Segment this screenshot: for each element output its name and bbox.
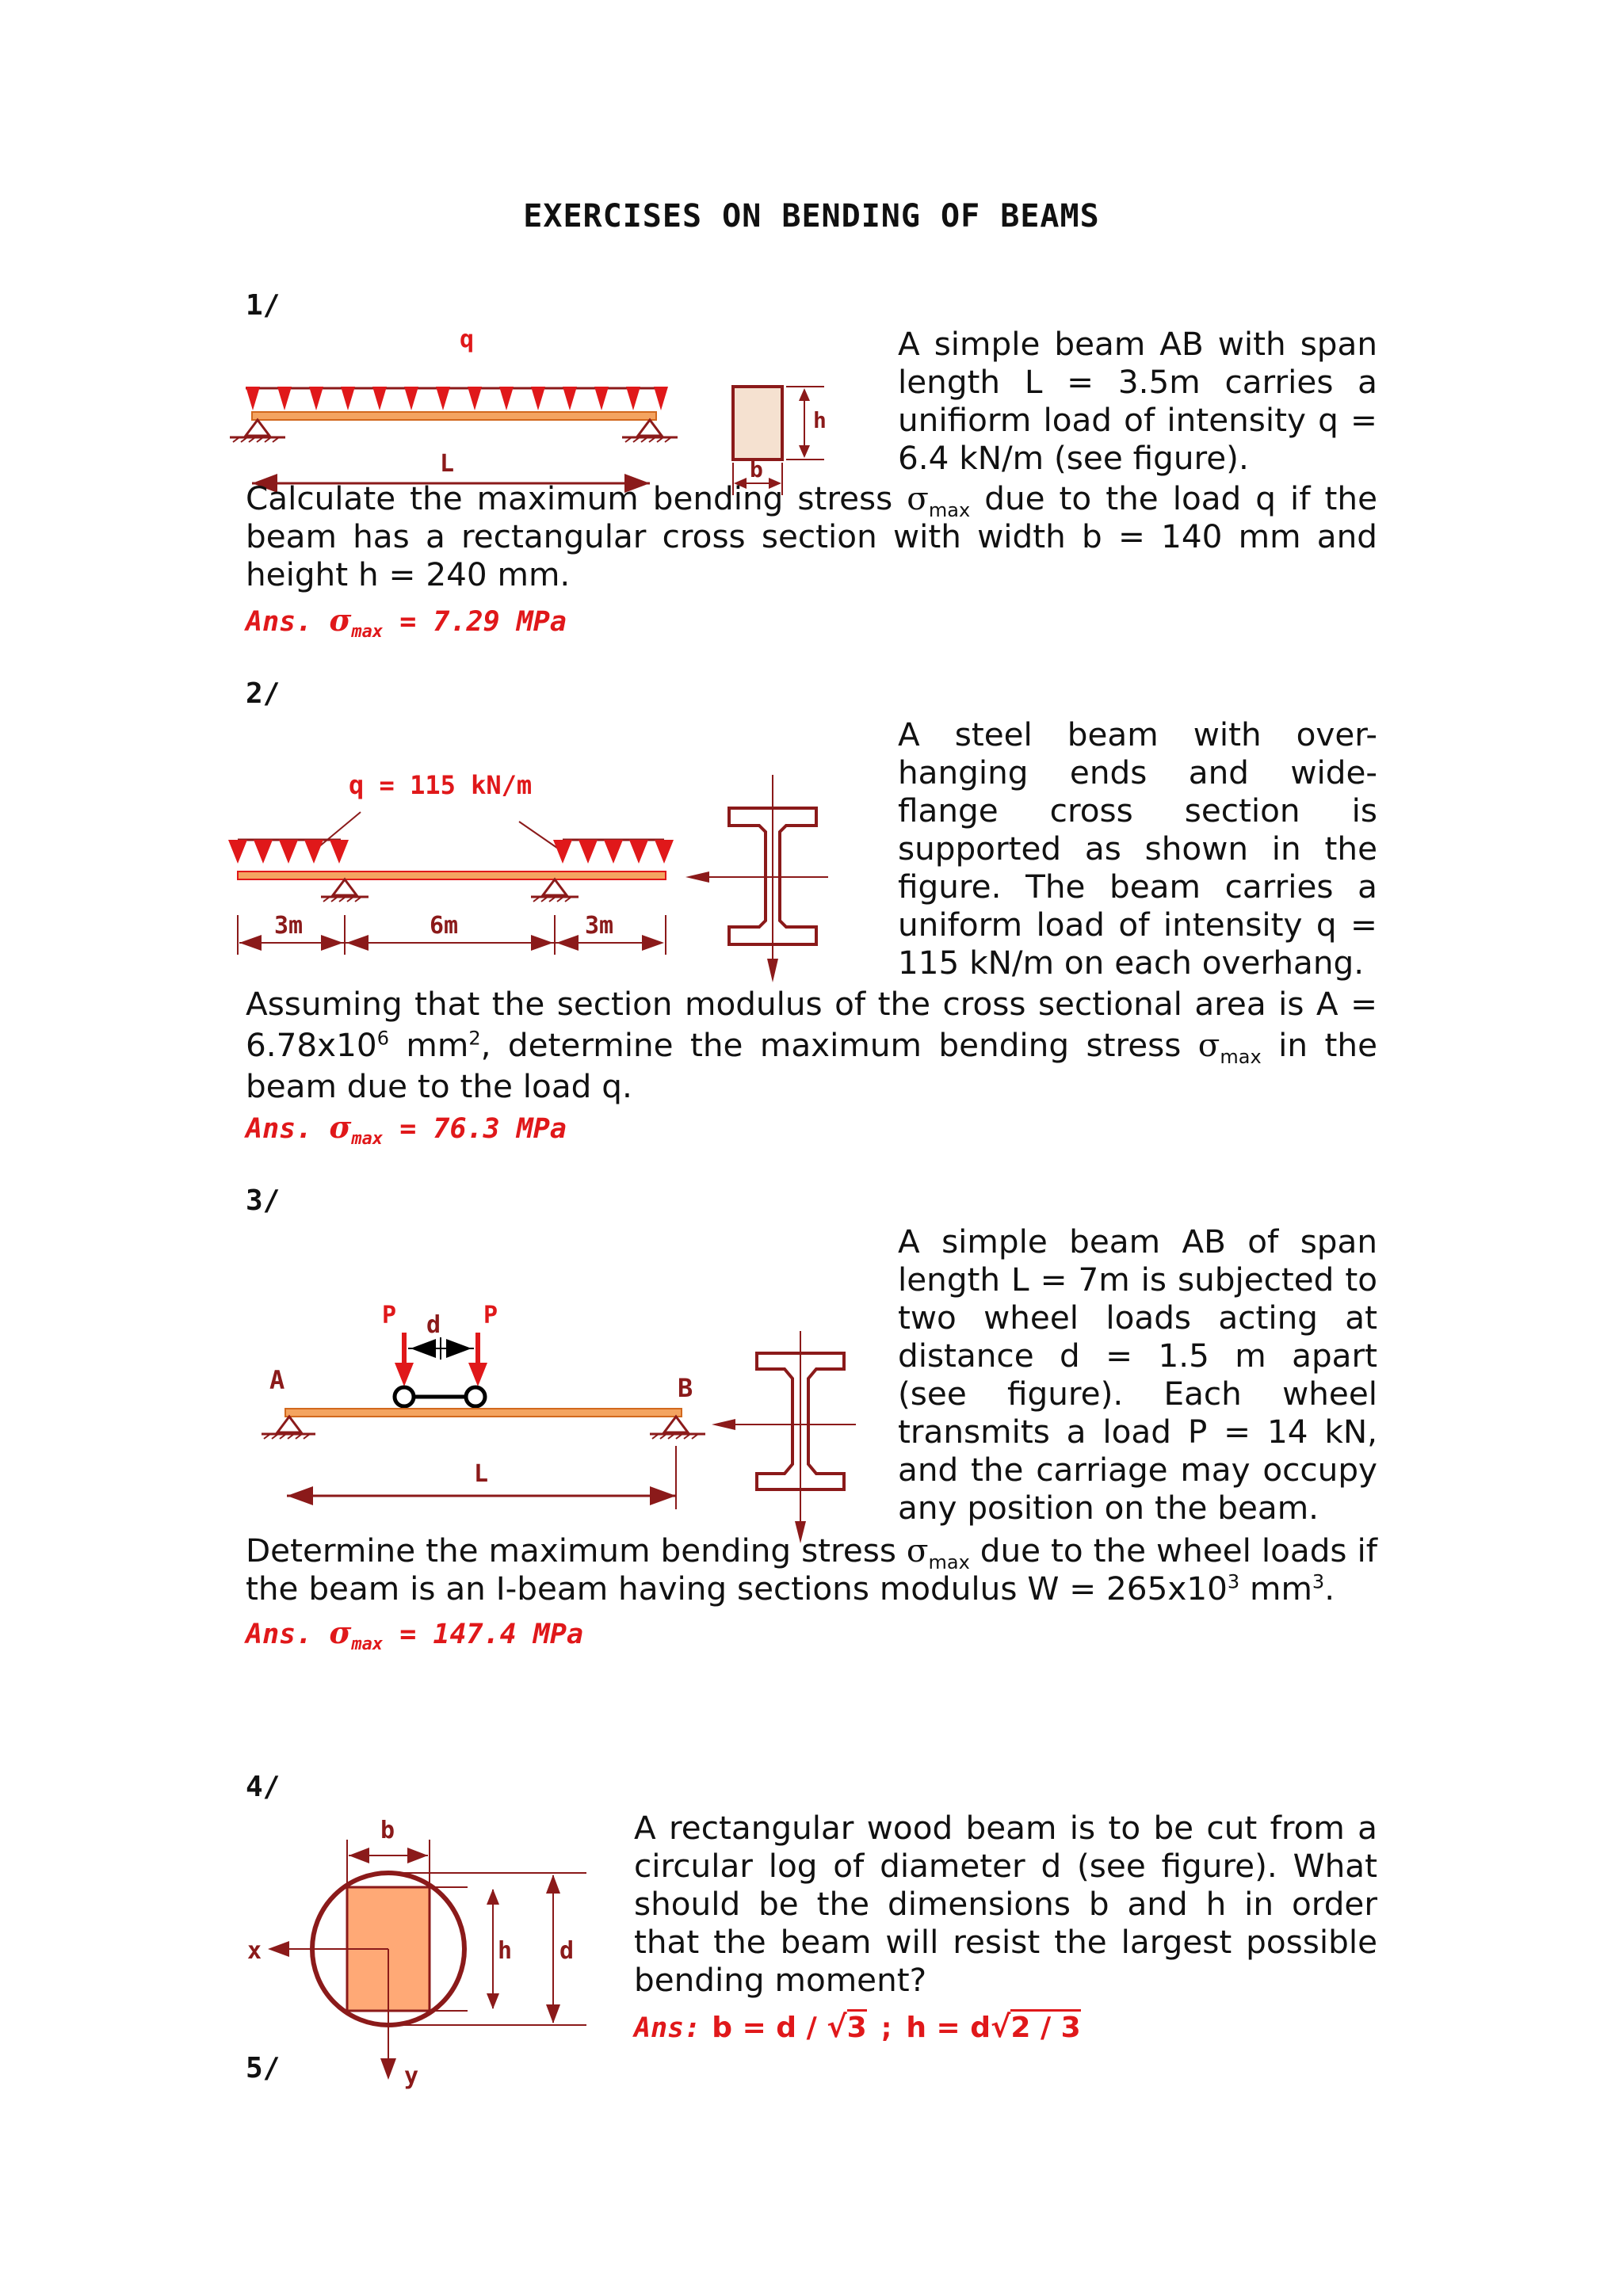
wheel-load-arrows [395, 1333, 487, 1386]
exercise-4-number: 4/ [246, 1771, 281, 1803]
exercise-3-text-full [246, 1531, 1377, 1608]
answer-h [906, 2009, 1080, 2044]
p1-label: P [382, 1302, 397, 1329]
text-line: and the carriage may occupy [898, 1451, 1377, 1489]
exercise-1-answer [246, 602, 567, 642]
text-span: due to the load q if the beam has a rectangular cross section with width b = 140 mm and height h = 240 mm. [246, 479, 1377, 593]
support-right [531, 879, 579, 902]
a-label: A [269, 1365, 285, 1395]
sigma-symbol: σ [329, 602, 352, 638]
d-label: d [426, 1311, 441, 1339]
text-line: transmits a load P = 14 kN, [898, 1413, 1377, 1451]
sigma-symbol: σ [906, 1531, 929, 1569]
text-line: Assuming that the section modulus of the cross sectional area is A = [246, 985, 1377, 1023]
text-line [246, 1569, 1377, 1608]
exercise-1-text-full [246, 479, 1377, 593]
d-label: d [559, 1937, 575, 1965]
dim-left-label: 3m [274, 912, 304, 940]
answer-value: = 147.4 MPa [399, 1619, 584, 1650]
h-label: h [498, 1937, 513, 1965]
exercise-2-figure [222, 753, 856, 982]
distributed-load-left [228, 840, 349, 864]
answer-prefix: Ans: [634, 2012, 701, 2044]
beam [238, 871, 666, 879]
sqrt-symbol: √ [991, 2009, 1011, 2044]
dim-right-label: 3m [585, 912, 614, 940]
text-line: 115 kN/m on each overhang. [898, 944, 1365, 982]
text-line: beam due to the load q. [246, 1067, 632, 1105]
answer-value: = 7.29 MPa [399, 606, 567, 638]
text-line: length L = 3.5m carries a [898, 363, 1377, 401]
sigma-symbol: σ [1197, 1026, 1220, 1064]
text-line: uniform load of intensity q = [898, 906, 1377, 944]
y-label: y [404, 2062, 419, 2090]
superscript: 2 [468, 1027, 481, 1050]
subscript: max [928, 499, 971, 522]
superscript: 3 [1312, 1570, 1325, 1593]
text-line: bending moment? [634, 1961, 927, 1999]
exercise-1-figure [222, 317, 856, 507]
text-line: any position on the beam. [898, 1489, 1319, 1527]
answer-b-text: b = d / [712, 2012, 827, 2044]
answer-prefix: Ans. [246, 606, 313, 638]
i-beam-section [712, 1331, 856, 1543]
text-span: the beam is an I-beam having sections modulus W = 265x10 [246, 1569, 1228, 1608]
beam [285, 1409, 682, 1417]
carriage [395, 1387, 485, 1406]
text-line: circular log of diameter d (see figure). What [634, 1847, 1377, 1885]
text-span: mm [1239, 1569, 1312, 1608]
support-left [321, 879, 369, 902]
exercise-3-text-right [898, 1222, 1377, 1527]
text-span: Determine the maximum bending stress [246, 1531, 907, 1569]
beam [252, 412, 656, 420]
subscript: max [351, 1129, 384, 1149]
exercise-5-number: 5/ [246, 2052, 281, 2084]
text-line [246, 1531, 1377, 1574]
l-label: L [440, 450, 455, 478]
text-line: two wheel loads acting at [898, 1299, 1377, 1337]
text-span: Calculate the maximum bending stress [246, 479, 907, 517]
l-label: L [474, 1460, 489, 1488]
exercise-3-figure [238, 1291, 872, 1545]
q-label: q = 115 kN/m [349, 770, 533, 800]
document-title: EXERCISES ON BENDING OF BEAMS [523, 198, 1100, 235]
text-span: , determine the maximum bending stress [480, 1026, 1198, 1064]
text-line: 6.4 kN/m (see figure). [898, 439, 1249, 477]
text-line: hanging ends and wide- [898, 753, 1377, 791]
text-line: figure. The beam carries a [898, 868, 1377, 906]
answer-value: = 76.3 MPa [399, 1113, 567, 1145]
text-span: due to the wheel loads if [969, 1531, 1377, 1569]
exercise-4-text-right [634, 1809, 1377, 1999]
support-right [650, 1417, 705, 1439]
subscript: max [928, 1551, 970, 1574]
exercise-1-text-right [898, 325, 1377, 477]
answer-separator: ; [877, 2012, 896, 2044]
text-line: A simple beam AB with span [898, 325, 1377, 363]
b-label: B [678, 1373, 693, 1403]
answer-prefix: Ans. [246, 1113, 313, 1145]
distributed-load-right [553, 840, 674, 864]
text-span: 6.78x10 [246, 1026, 377, 1064]
exercise-2-answer [246, 1109, 567, 1149]
text-line: (see figure). Each wheel [898, 1375, 1377, 1413]
q-label: q [460, 326, 475, 353]
text-line: A simple beam AB of span [898, 1222, 1377, 1261]
b-label: b [750, 456, 763, 482]
text-span: mm [388, 1026, 469, 1064]
wide-flange-section [685, 775, 828, 982]
answer-h-radicand: 2 / 3 [1010, 2009, 1080, 2044]
exercise-2-text-full [246, 985, 1377, 1105]
text-line: that the beam will resist the largest possible [634, 1923, 1377, 1961]
dim-mid-label: 6m [430, 912, 459, 940]
text-line: supported as shown in the [898, 830, 1377, 868]
exercise-3-answer [246, 1615, 584, 1654]
support-left [230, 420, 285, 442]
subscript: max [351, 1634, 384, 1654]
superscript: 6 [376, 1027, 389, 1050]
answer-h-text: h = d [906, 2012, 991, 2044]
subscript: max [351, 622, 384, 642]
b-label: b [380, 1817, 395, 1844]
text-line: unifiorm load of intensity q = [898, 401, 1377, 439]
exercise-2-number: 2/ [246, 677, 281, 710]
exercise-2-text-right [898, 715, 1377, 982]
text-line: distance d = 1.5 m apart [898, 1337, 1377, 1375]
exercise-4-answer [634, 2009, 1081, 2044]
text-span: in the [1261, 1026, 1377, 1064]
h-label: h [813, 407, 827, 433]
support-left [262, 1417, 315, 1439]
x-label: x [247, 1937, 262, 1965]
subscript: max [1220, 1046, 1262, 1069]
answer-b-radicand: 3 [847, 2009, 867, 2044]
exercise-3-number: 3/ [246, 1184, 281, 1217]
sqrt-symbol: √ [827, 2009, 847, 2044]
answer-b [712, 2009, 866, 2044]
p2-label: P [483, 1302, 498, 1329]
answer-prefix: Ans. [246, 1619, 313, 1650]
sigma-symbol: σ [907, 479, 929, 517]
text-line: flange cross section is [898, 791, 1377, 830]
sigma-symbol: σ [329, 1109, 352, 1145]
support-right [622, 420, 678, 442]
sigma-symbol: σ [329, 1615, 352, 1650]
text-line: A steel beam with over- [898, 715, 1377, 753]
text-span: . [1324, 1569, 1335, 1608]
text-line: should be the dimensions b and h in order [634, 1885, 1377, 1923]
text-line [246, 1023, 1377, 1067]
text-line: length L = 7m is subjected to [898, 1261, 1377, 1299]
distributed-load [246, 387, 668, 410]
text-line: A rectangular wood beam is to be cut from a [634, 1809, 1377, 1847]
superscript: 3 [1227, 1570, 1240, 1593]
exercise-1-number: 1/ [246, 289, 281, 322]
exercise-4-figure [246, 1806, 602, 2107]
